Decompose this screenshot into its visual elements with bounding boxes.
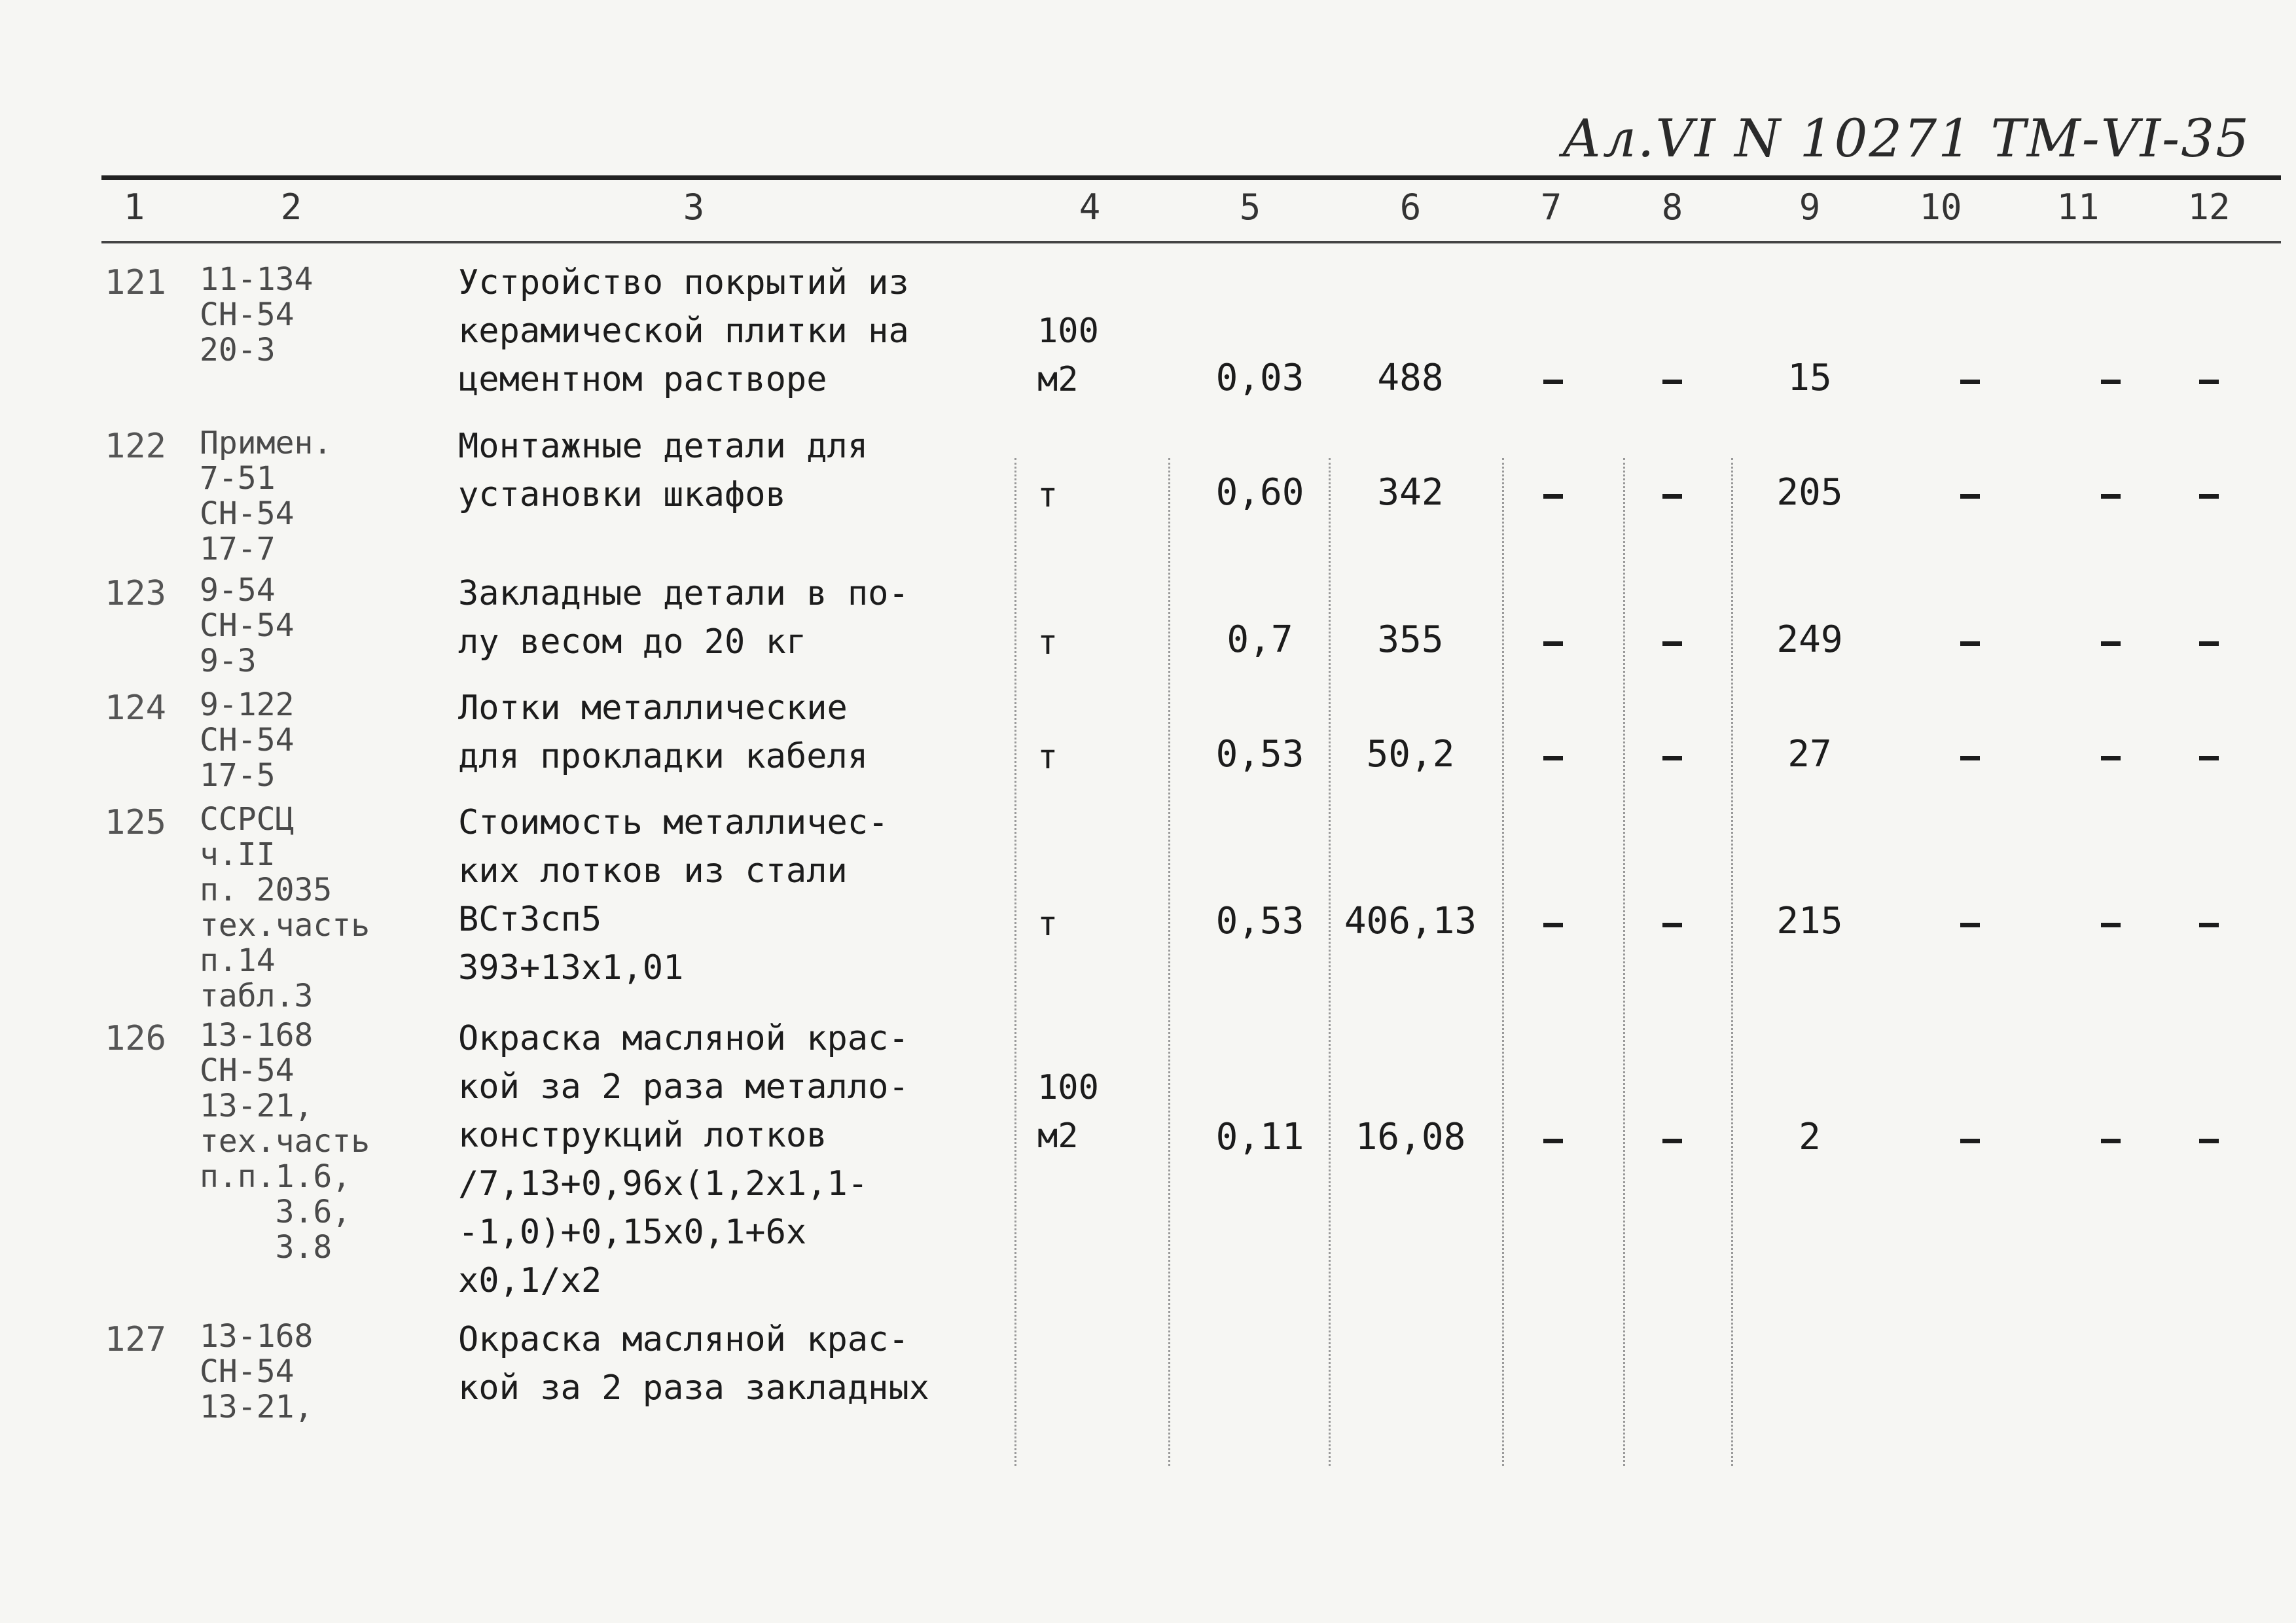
quantity: 0,11 bbox=[1215, 1116, 1304, 1158]
work-description: Окраска масляной крас- кой за 2 раза металло- конструкций лотков /7,13+0,96х(1,2х1,1- -1,0)+0,15х0,1+6х х0,1/х2 bbox=[458, 1019, 909, 1300]
column-divider bbox=[1502, 458, 1504, 1466]
quantity: 0,7 bbox=[1227, 618, 1293, 661]
col-header-11: 11 bbox=[2056, 187, 2100, 228]
dash-mark bbox=[1960, 756, 1980, 760]
unit: т bbox=[1037, 738, 1058, 777]
col-header-10: 10 bbox=[1919, 187, 1962, 228]
column-9-value: 205 bbox=[1776, 471, 1843, 514]
unit-price: 355 bbox=[1377, 618, 1444, 661]
dash-mark bbox=[2199, 494, 2219, 499]
dash-mark bbox=[2199, 641, 2219, 646]
column-divider bbox=[1168, 458, 1170, 1466]
dash-mark bbox=[2199, 380, 2219, 384]
dash-mark bbox=[1960, 494, 1980, 499]
dash-mark bbox=[1662, 756, 1682, 760]
dash-mark bbox=[1662, 923, 1682, 927]
dash-mark bbox=[1960, 923, 1980, 927]
dash-mark bbox=[2199, 1139, 2219, 1143]
dash-mark bbox=[2199, 756, 2219, 760]
work-description: Закладные детали в по- лу весом до 20 кг bbox=[458, 574, 909, 662]
quantity: 0,60 bbox=[1215, 471, 1304, 514]
table-top-rule bbox=[101, 175, 2281, 180]
norm-reference: 9-54 СН-54 9-3 bbox=[200, 572, 295, 679]
unit-price: 342 bbox=[1377, 471, 1444, 514]
unit: т bbox=[1037, 904, 1058, 944]
work-description: Лотки металлические для прокладки кабеля bbox=[458, 688, 869, 776]
column-divider bbox=[1623, 458, 1625, 1466]
row-number: 122 bbox=[105, 427, 166, 466]
row-number: 123 bbox=[105, 574, 166, 613]
row-number: 124 bbox=[105, 688, 166, 728]
quantity: 0,03 bbox=[1215, 357, 1304, 399]
dash-mark bbox=[1543, 641, 1563, 646]
col-header-8: 8 bbox=[1661, 187, 1683, 228]
dash-mark bbox=[2101, 380, 2121, 384]
sheet-reference: Ал.VI N 10271 ТМ-VI-35 bbox=[1562, 108, 2250, 169]
norm-reference: 13-168 СН-54 13-21, bbox=[200, 1318, 314, 1425]
dash-mark bbox=[1960, 380, 1980, 384]
column-9-value: 215 bbox=[1776, 900, 1843, 942]
dash-mark bbox=[2101, 756, 2121, 760]
column-9-value: 27 bbox=[1787, 733, 1832, 776]
col-header-5: 5 bbox=[1239, 187, 1261, 228]
dash-mark bbox=[1662, 380, 1682, 384]
dash-mark bbox=[1543, 923, 1563, 927]
dash-mark bbox=[2199, 923, 2219, 927]
col-header-9: 9 bbox=[1799, 187, 1821, 228]
dash-mark bbox=[2101, 641, 2121, 646]
row-number: 127 bbox=[105, 1320, 166, 1359]
dash-mark bbox=[1543, 494, 1563, 499]
dash-mark bbox=[1960, 641, 1980, 646]
row-number: 125 bbox=[105, 803, 166, 842]
dash-mark bbox=[1543, 1139, 1563, 1143]
norm-reference: Примен. 7-51 СН-54 17-7 bbox=[200, 425, 332, 567]
unit: 100 м2 bbox=[1037, 312, 1099, 399]
dash-mark bbox=[2101, 494, 2121, 499]
row-number: 121 bbox=[105, 263, 166, 302]
unit: т bbox=[1037, 476, 1058, 515]
unit: 100 м2 bbox=[1037, 1068, 1099, 1156]
column-divider bbox=[1329, 458, 1331, 1466]
col-header-2: 2 bbox=[280, 187, 302, 228]
col-header-7: 7 bbox=[1540, 187, 1562, 228]
column-9-value: 15 bbox=[1787, 357, 1832, 399]
unit-price: 488 bbox=[1377, 357, 1444, 399]
norm-reference: ССРСЦ ч.II п. 2035 тех.часть п.14 табл.3 bbox=[200, 801, 370, 1014]
work-description: Устройство покрытий из керамической плитки на цементном растворе bbox=[458, 263, 909, 399]
unit-price: 50,2 bbox=[1366, 733, 1455, 776]
col-header-4: 4 bbox=[1079, 187, 1101, 228]
unit-price: 16,08 bbox=[1355, 1116, 1466, 1158]
norm-reference: 9-122 СН-54 17-5 bbox=[200, 687, 295, 794]
column-divider bbox=[1731, 458, 1733, 1466]
norm-reference: 13-168 СН-54 13-21, тех.часть п.п.1.6, 3.6, 3.8 bbox=[200, 1017, 370, 1266]
norm-reference: 11-134 СН-54 20-3 bbox=[200, 261, 314, 368]
column-9-value: 2 bbox=[1799, 1116, 1821, 1158]
dash-mark bbox=[1662, 641, 1682, 646]
dash-mark bbox=[2101, 1139, 2121, 1143]
work-description: Монтажные детали для установки шкафов bbox=[458, 427, 869, 514]
column-divider bbox=[1014, 458, 1016, 1466]
dash-mark bbox=[1662, 494, 1682, 499]
work-description: Окраска масляной крас- кой за 2 раза закладных bbox=[458, 1320, 930, 1408]
unit-price: 406,13 bbox=[1344, 900, 1477, 942]
col-header-6: 6 bbox=[1399, 187, 1422, 228]
col-header-3: 3 bbox=[683, 187, 705, 228]
row-number: 126 bbox=[105, 1019, 166, 1058]
col-header-12: 12 bbox=[2187, 187, 2231, 228]
dash-mark bbox=[1543, 756, 1563, 760]
dash-mark bbox=[1662, 1139, 1682, 1143]
quantity: 0,53 bbox=[1215, 900, 1304, 942]
unit: т bbox=[1037, 623, 1058, 662]
header-bottom-rule bbox=[101, 241, 2281, 243]
col-header-1: 1 bbox=[123, 187, 145, 228]
dash-mark bbox=[2101, 923, 2121, 927]
dash-mark bbox=[1543, 380, 1563, 384]
dash-mark bbox=[1960, 1139, 1980, 1143]
column-9-value: 249 bbox=[1776, 618, 1843, 661]
quantity: 0,53 bbox=[1215, 733, 1304, 776]
work-description: Стоимость металличес- ких лотков из стали ВСт3сп5 393+13х1,01 bbox=[458, 803, 889, 988]
